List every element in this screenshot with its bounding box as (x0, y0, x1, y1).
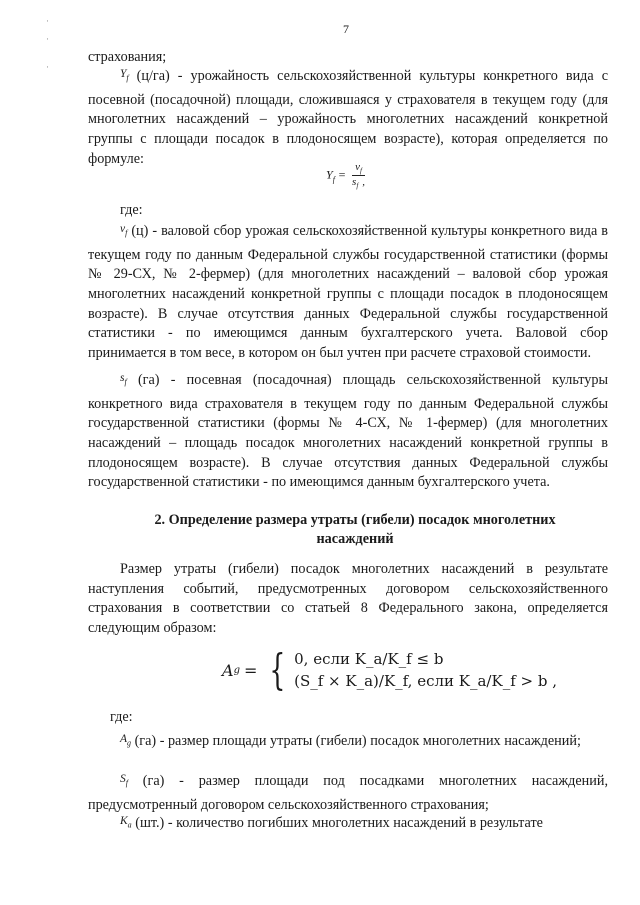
paragraph-ka-definition: $^{K_a}$ (шт.) - количество погибших многолетних насаждений в результате (120, 815, 543, 831)
symbol-yf: Yf (120, 68, 129, 83)
paragraph-gross-yield: $^{v_f}$ (ц) - валовой сбор урожая сельскохозяйственной культуры конкретного вида в текущем году по данным Федеральной службы государственной статистики (формы № 29-СХ, № 2-фермер) (для многолетних насаждений – валовой сбор урожая многолетних насаждений конкретной группы с площади посадок в плодоносящем возрасте). В случае отсутствия данных Федеральной службы государственной статистики - по имеющимся данным бухгалтерского учета. Валовой сбор принимается в том весе, в котором он был учтен при расчете страховой стоимости. (88, 223, 608, 361)
symbol-sf-upper: Sf (120, 773, 128, 788)
paragraph-sown-area: $^{s_f}$ (га) - посевная (посадочная) площадь сельскохозяйственной культуры конкретного вида страхователя в текущем году по данным Федеральной службы государственной статистики (формы № 4-СХ, № 1-фермер) (для многолетних насаждений – площадь посадок многолетних насаждений конкретной группы в плодоносящем возрасте). В случае отсутствия данных Федеральной службы государственной статистики - по имеющимся данным бухгалтерского учета. (88, 372, 608, 491)
section-heading: 2. Определение размера утраты (гибели) посадок многолетних насаждений (154, 512, 556, 547)
formula-case-1: 0, если K_a/K_f ≤ b (294, 650, 444, 668)
formula-yield: $Y_f$ = $\frac{v_f}{s_f ,}$ (326, 161, 366, 191)
where-label: где: (120, 202, 143, 218)
scan-mark: · (46, 62, 49, 72)
scan-mark: · (46, 16, 49, 26)
paragraph-sf-definition: $^{S_f}$ (га) - размер площади под посадками многолетних насаждений, предусмотренный договором сельскохозяйственного страхования; (88, 773, 608, 813)
scan-mark: · (46, 34, 49, 44)
symbol-vf: vf (120, 223, 128, 238)
paragraph-continuation: страхования; (88, 49, 167, 65)
formula-loss-area: A g = { 0, если K_a/K_f ≤ b (S_f × K_a)/K_f, если K_a/K_f > b , (222, 645, 557, 694)
symbol-ag: Ag (120, 733, 132, 748)
formula-fraction: $\frac{v_f}{s_f ,}$ (352, 161, 366, 191)
symbol-sf: sf (120, 372, 127, 387)
page-number: 7 (343, 22, 349, 36)
paragraph-yield-definition: $^{Y_f}$ (ц/га) - урожайность сельскохозяйственной культуры конкретного вида с посевной (посадочной) площади, сложившаяся у страхователя в текущем году (для многолетних насаждений – урожайность многолетних насаждений конкретной группы с площади посадок в плодоносящем возрасте), которая определяется по формуле: (88, 68, 608, 167)
brace-icon: { (269, 645, 286, 694)
where-label: где: (110, 709, 133, 725)
formula-case-2: (S_f × K_a)/K_f, если K_a/K_f > b , (294, 672, 557, 690)
paragraph-loss-size: Размер утраты (гибели) посадок многолетних насаждений в результате наступления событий, предусмотренных договором сельскохозяйственного страхования в соответствии со статьей 8 Федерального закона, определяется следующим образом: (88, 561, 608, 636)
symbol-ka: Ka (120, 815, 132, 830)
paragraph-ag-definition: $^{A_g}$ (га) - размер площади утраты (гибели) посадок многолетних насаждений; (120, 733, 581, 749)
